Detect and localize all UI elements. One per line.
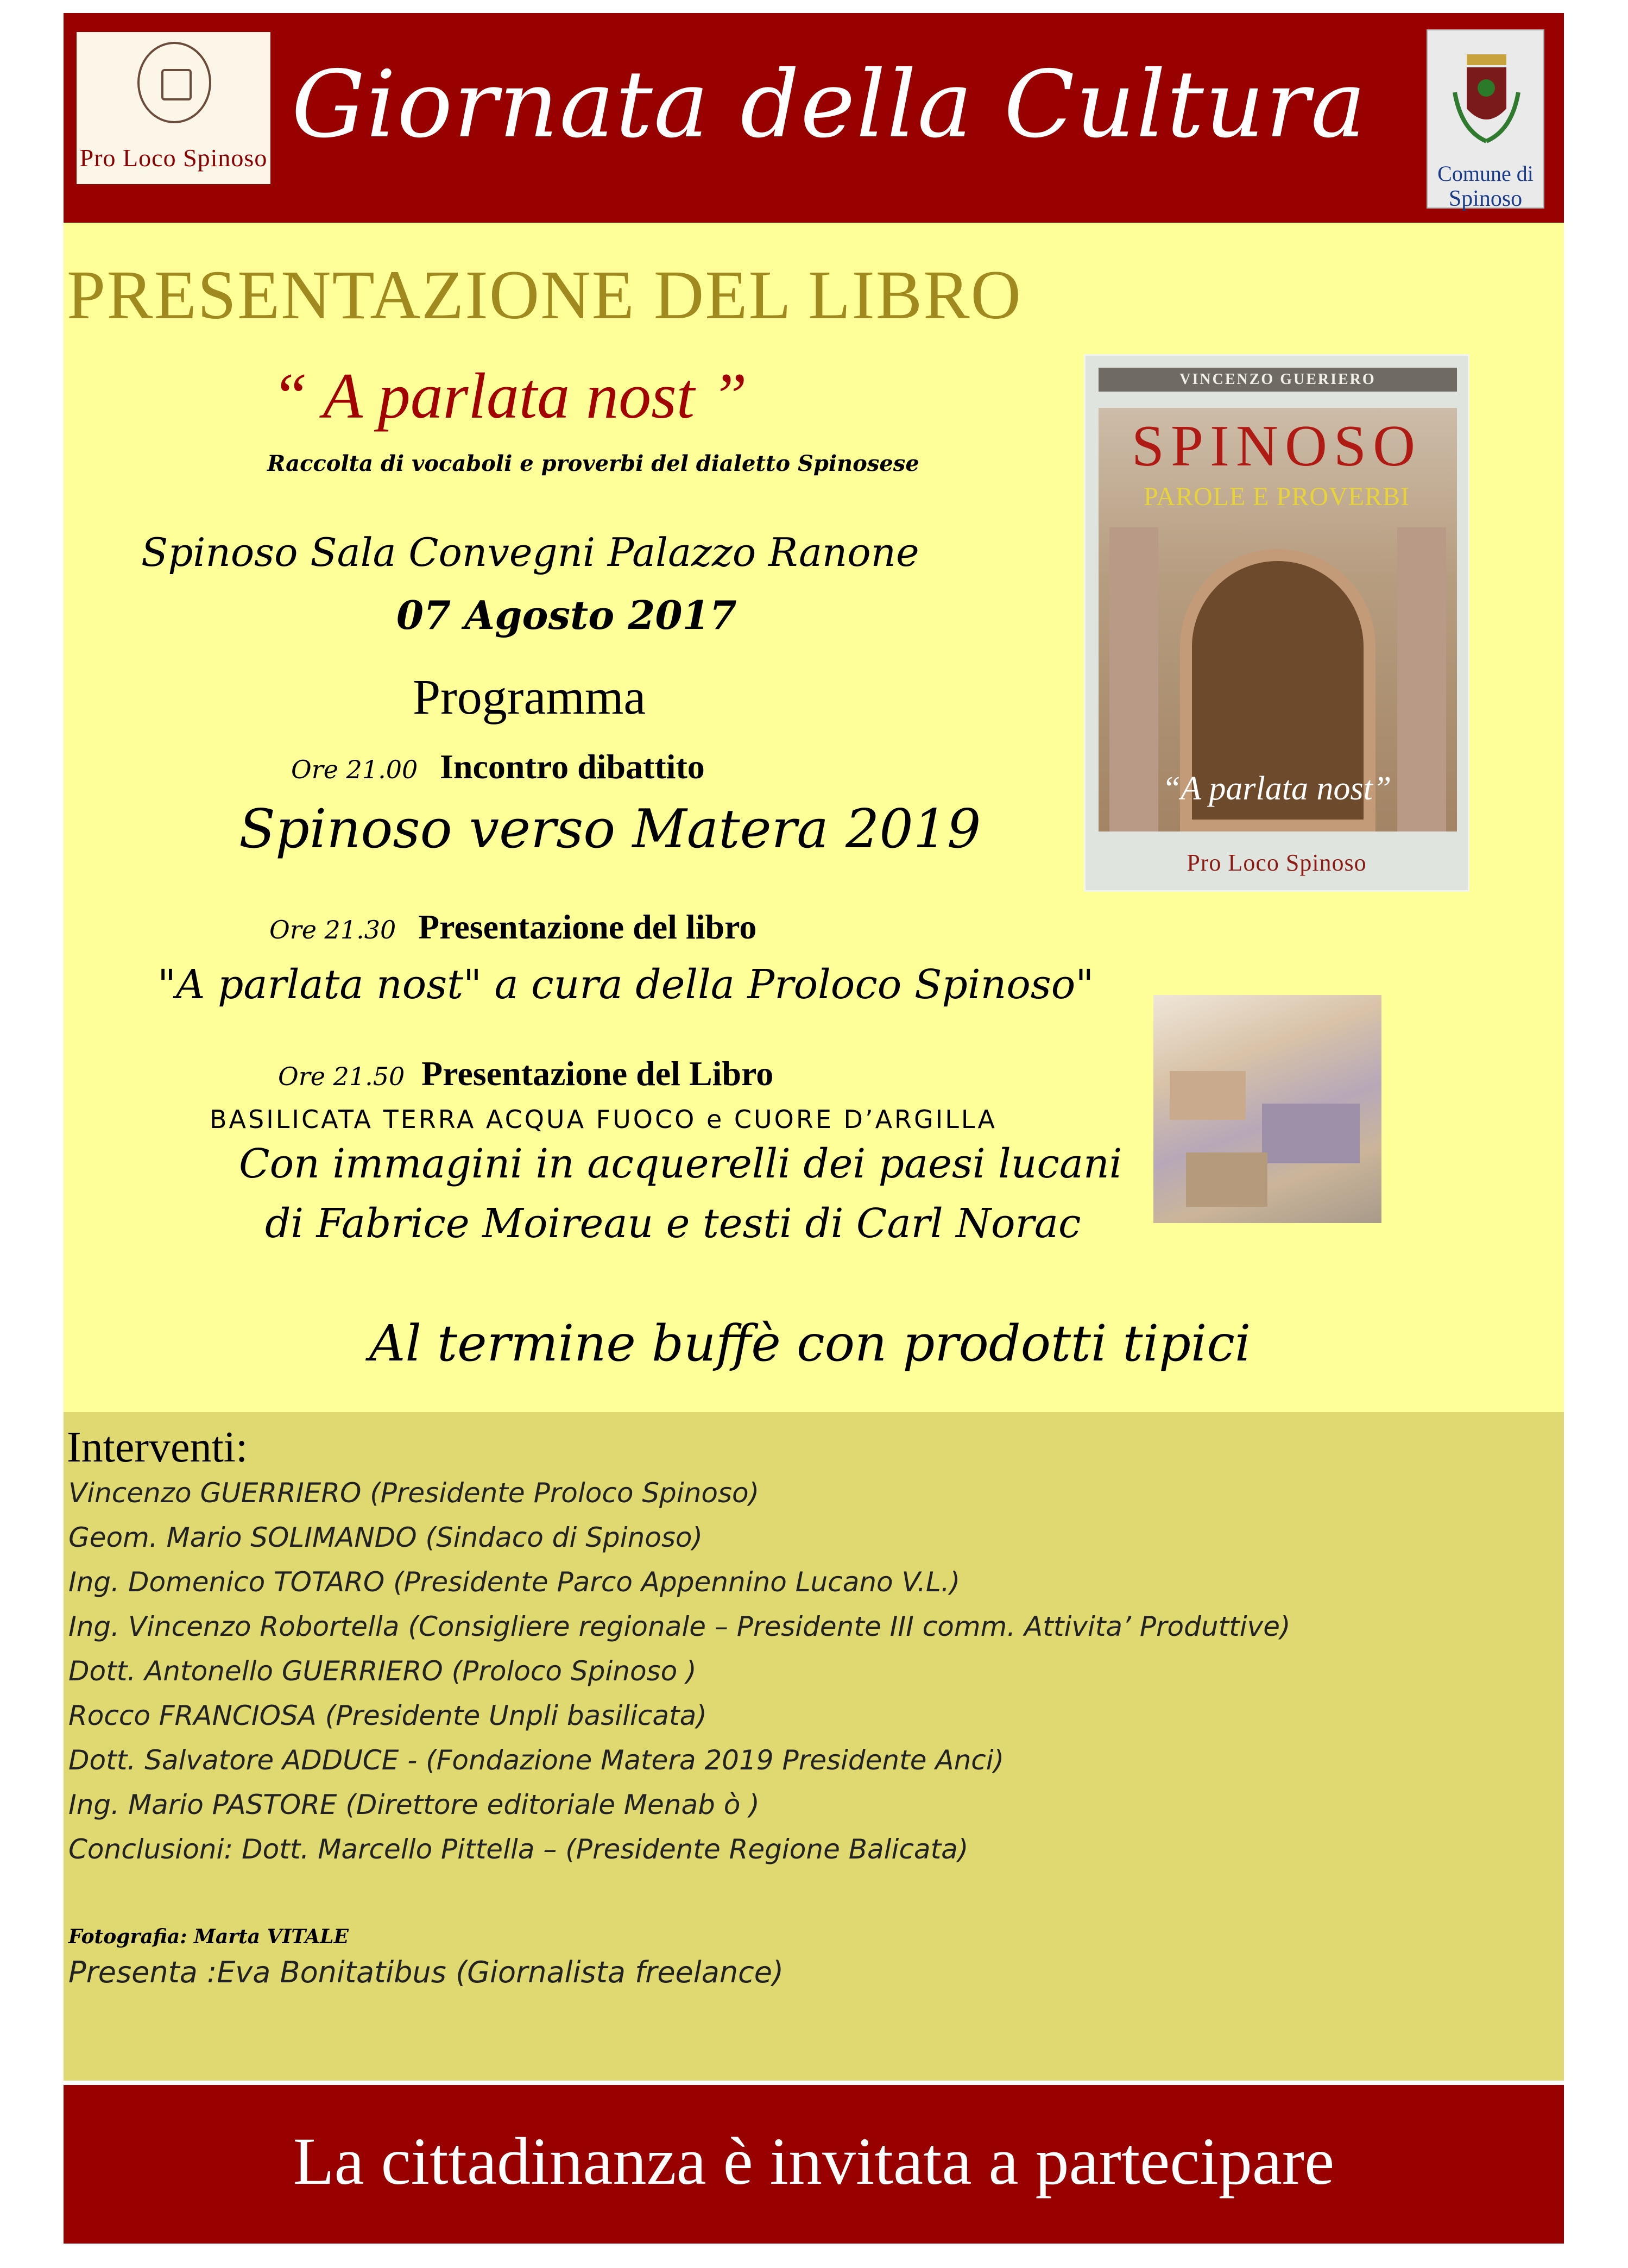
presenter: Presenta :Eva Bonitatibus (Giornalista freelance) (68, 1955, 784, 1989)
comune-logo-label: Comune di (1437, 161, 1534, 186)
proloco-logo-label: Pro Loco Spinoso (79, 144, 268, 172)
proloco-logo (77, 32, 270, 184)
venue: Spinoso Sala Convegni Palazzo Ranone (141, 530, 919, 575)
speaker-line: Ing. Mario PASTORE (Direttore editoriale Menab ò ) (68, 1789, 760, 1820)
speaker-line: Vincenzo GUERRIERO (Presidente Proloco Spinoso) (68, 1477, 760, 1509)
house-shape (1262, 1104, 1360, 1163)
event-title: Presentazione del libro (418, 908, 757, 946)
house-shape (1186, 1152, 1267, 1207)
comune-logo (1427, 29, 1544, 209)
event-title: Presentazione del Libro (421, 1054, 774, 1093)
book-subtitle: Raccolta di vocaboli e proverbi del dialetto Spinosese (267, 451, 919, 476)
speaker-line: Dott. Antonello GUERRIERO (Proloco Spinoso ) (68, 1655, 697, 1687)
footer-text: La cittadinanza è invitata a partecipare (293, 2124, 1335, 2198)
event-description: Con immagini in acquerelli dei paesi lucani (239, 1141, 1122, 1187)
seal-icon (137, 42, 211, 123)
book-title: “ A parlata nost ” (272, 360, 747, 432)
event-date: 07 Agosto 2017 (396, 592, 737, 638)
header-band (64, 13, 1564, 223)
book-cover-subtitle: PAROLE E PROVERBI (1144, 482, 1410, 511)
book-cover-author: VINCENZO GUERIERO (1099, 368, 1457, 392)
event-description: di Fabrice Moireau e testi di Carl Norac (265, 1200, 1081, 1247)
comune-logo-name: Spinoso (1448, 186, 1523, 211)
event-title: Incontro dibattito (440, 747, 705, 786)
section-title: PRESENTAZIONE DEL LIBRO (67, 256, 1022, 333)
event-subtitle: "A parlata nost" a cura della Proloco Spinoso" (157, 961, 1094, 1008)
photo-credit: Fotografia: Marta VITALE (68, 1925, 349, 1948)
book-cover-image (1084, 354, 1469, 892)
buffet-note: Al termine buffè con prodotti tipici (369, 1314, 1251, 1372)
watercolor-image (1153, 995, 1381, 1223)
event-time: Ore 21.50 (278, 1062, 405, 1091)
footer-band (64, 2081, 1564, 2244)
speaker-line: Ing. Domenico TOTARO (Presidente Parco Appennino Lucano V.L.) (68, 1566, 961, 1598)
book-cover-publisher: Pro Loco Spinoso (1187, 849, 1367, 876)
speakers-title: Interventi: (67, 1423, 248, 1471)
page-title: Giornata della Cultura (291, 51, 1367, 159)
speaker-line: Geom. Mario SOLIMANDO (Sindaco di Spinoso) (68, 1522, 703, 1553)
crest-icon (1450, 49, 1523, 147)
event-book-title: BASILICATA TERRA ACQUA FUOCO e CUORE D’ARGILLA (210, 1105, 997, 1134)
house-shape (1170, 1071, 1246, 1120)
book-cover-quote: “A parlata nost” (1162, 770, 1392, 807)
event-time: Ore 21.30 (269, 915, 396, 944)
event-subtitle: Spinoso verso Matera 2019 (239, 798, 981, 860)
book-cover-title: SPINOSO (1131, 414, 1422, 478)
event-time: Ore 21.00 (291, 755, 418, 784)
program-title: Programma (413, 669, 646, 724)
speaker-line: Rocco FRANCIOSA (Presidente Unpli basilicata) (68, 1700, 707, 1731)
speaker-line: Ing. Vincenzo Robortella (Consigliere regionale – Presidente III comm. Attivita’ Produttive) (68, 1611, 1291, 1642)
speaker-line: Conclusioni: Dott. Marcello Pittella – (Presidente Regione Balicata) (68, 1834, 969, 1865)
speaker-line: Dott. Salvatore ADDUCE - (Fondazione Matera 2019 Presidente Anci) (68, 1744, 1005, 1776)
